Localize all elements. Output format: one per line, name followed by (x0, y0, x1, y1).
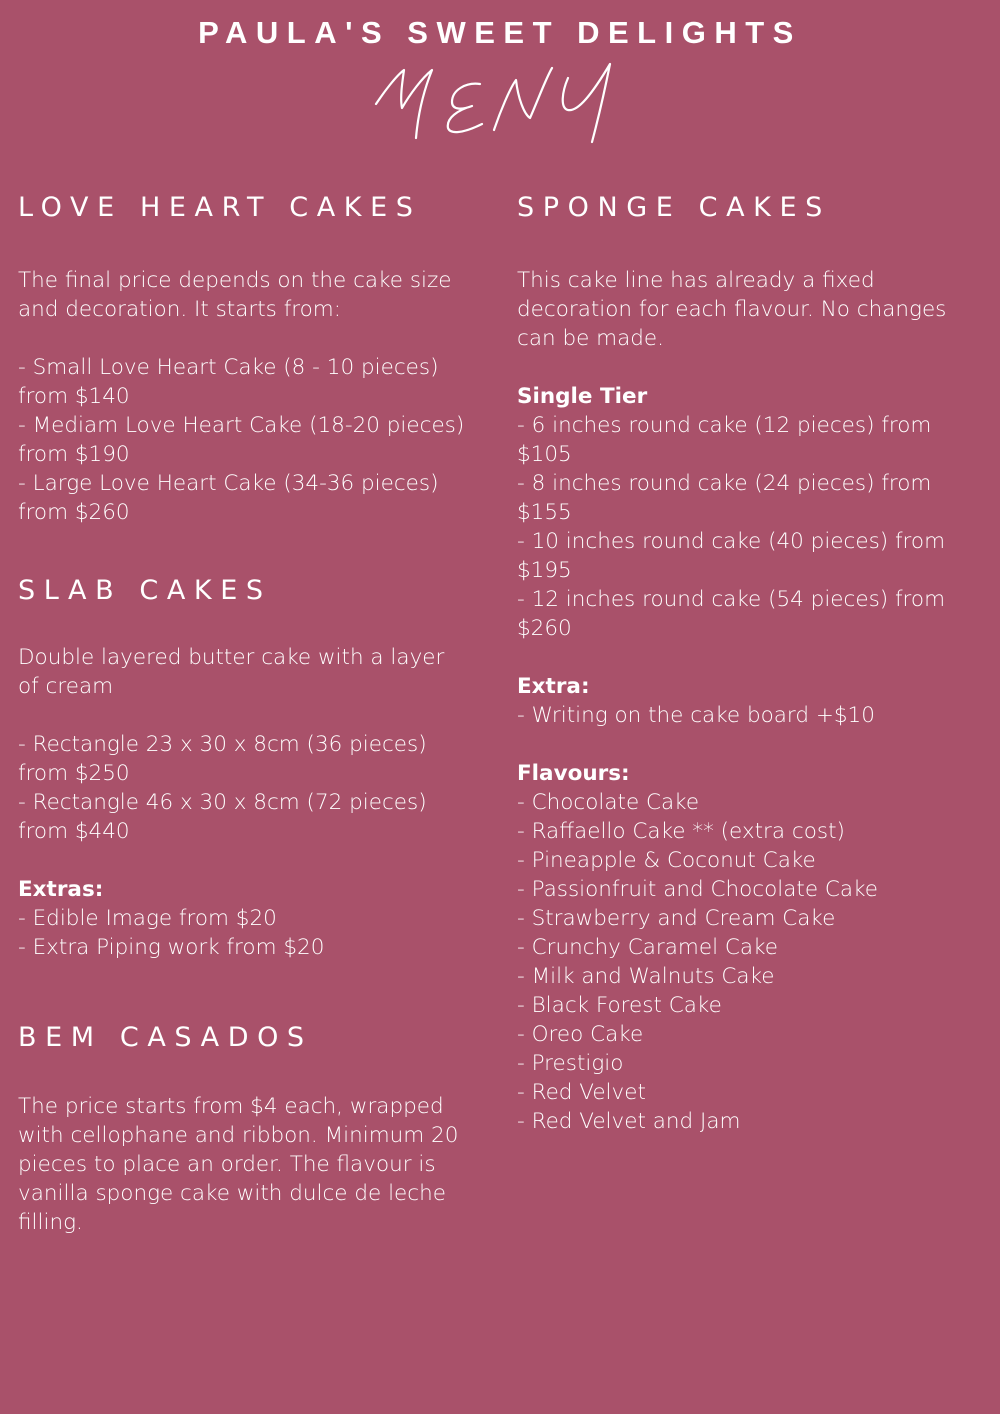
single-tier-item: - 8 inches round cake (24 pieces) from $155 (517, 471, 932, 525)
single-tier-label: Single Tier (517, 384, 648, 409)
flavour-item: - Raffaello Cake ** (extra cost) (517, 819, 845, 844)
slab-description: Double layered butter cake with a layer of cream (18, 645, 445, 699)
flavour-item: - Prestigio (517, 1051, 624, 1076)
love-heart-item: - Small Love Heart Cake (8 - 10 pieces) from $140 (18, 355, 439, 409)
slab-cakes-heading: SLAB CAKES (18, 575, 272, 606)
single-tier-item: - 12 inches round cake (54 pieces) from $260 (517, 587, 946, 641)
flavour-item: - Chocolate Cake (517, 790, 700, 815)
single-tier-item: - 6 inches round cake (12 pieces) from $105 (517, 413, 932, 467)
brand-title: PAULA'S SWEET DELIGHTS (198, 15, 802, 50)
love-heart-item: - Mediam Love Heart Cake (18-20 pieces) from $190 (18, 413, 465, 467)
love-heart-item: - Large Love Heart Cake (34-36 pieces) from $260 (18, 471, 439, 525)
menu-script-title (362, 54, 638, 150)
right-column (517, 190, 987, 1136)
love-heart-cakes-heading: LOVE HEART CAKES (18, 192, 422, 223)
flavour-item: - Black Forest Cake (517, 993, 722, 1018)
flavour-item: - Milk and Walnuts Cake (517, 964, 775, 989)
flavours-label: Flavours: (517, 761, 630, 786)
flavour-item: - Pineapple & Coconut Cake (517, 848, 816, 873)
slab-item: - Rectangle 23 x 30 x 8cm (36 pieces) from $250 (18, 732, 427, 786)
flavour-item: - Crunchy Caramel Cake (517, 935, 778, 960)
sponge-extra-item: - Writing on the cake board +$10 (517, 703, 875, 728)
single-tier-item: - 10 inches round cake (40 pieces) from $195 (517, 529, 946, 583)
bem-casados-description: The price starts from $4 each, wrapped with cellophane and ribbon. Minimum 20 pieces to place an order. The flavour is vanilla sponge cake with dulce de leche filling. (18, 1094, 459, 1235)
flavour-item: - Red Velvet and Jam (517, 1109, 741, 1134)
slab-extra-item: - Extra Piping work from $20 (18, 935, 325, 960)
flavour-item: - Strawberry and Cream Cake (517, 906, 836, 931)
sponge-extra-label: Extra: (517, 674, 590, 699)
left-column (18, 190, 468, 1237)
flavour-item: - Red Velvet (517, 1080, 646, 1105)
slab-item: - Rectangle 46 x 30 x 8cm (72 pieces) from $440 (18, 790, 427, 844)
sponge-description: This cake line has already a fixed decoration for each flavour. No changes can be made. (517, 268, 947, 351)
flavour-item: - Passionfruit and Chocolate Cake (517, 877, 878, 902)
flavour-item: - Oreo Cake (517, 1022, 644, 1047)
slab-extra-item: - Edible Image from $20 (18, 906, 277, 931)
slab-extras-label: Extras: (18, 877, 104, 902)
bem-casados-heading: BEM CASADOS (18, 1022, 313, 1053)
sponge-cakes-heading: SPONGE CAKES (517, 192, 831, 223)
love-heart-description: The final price depends on the cake size and decoration. It starts from: (18, 268, 452, 322)
